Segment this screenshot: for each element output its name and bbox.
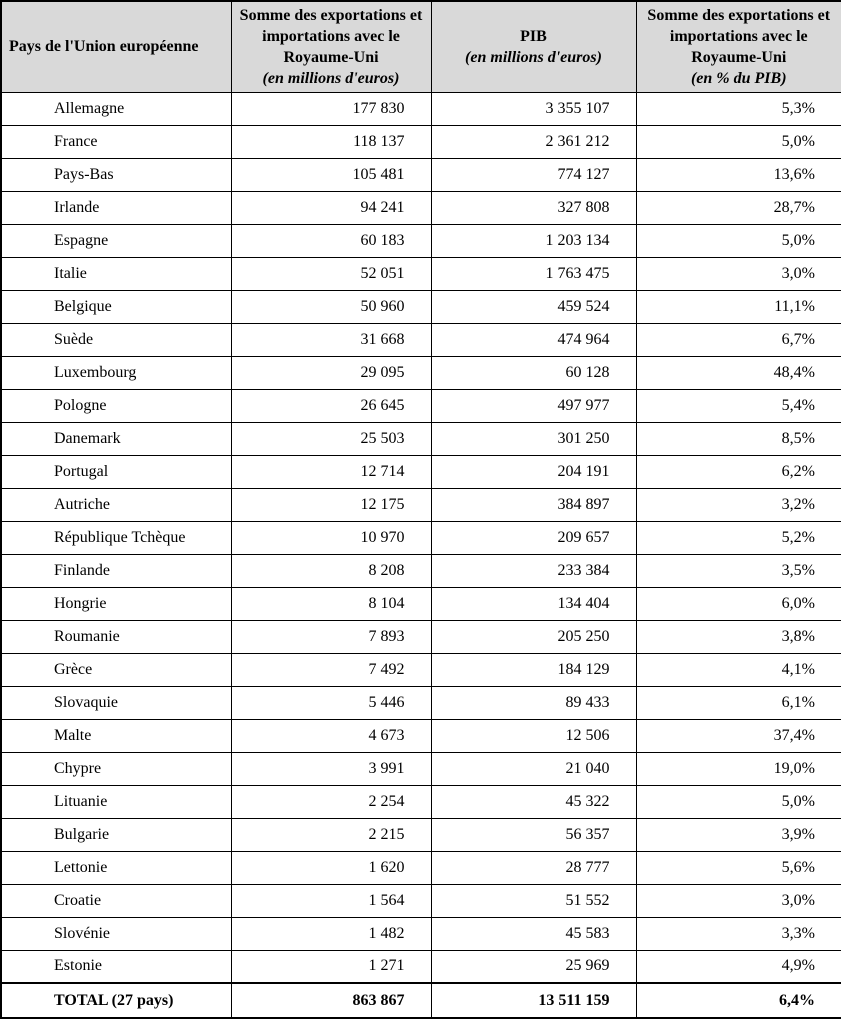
- header-pct-unit: (en % du PIB): [690, 69, 787, 87]
- table-row: [1, 455, 841, 488]
- trade-cell: 8 208: [231, 554, 431, 587]
- country-cell: Suède: [1, 323, 231, 356]
- pct-cell: 4,9%: [636, 950, 841, 983]
- header-trade-unit: (en millions d'euros): [262, 69, 400, 87]
- table-row: [1, 785, 841, 818]
- header-row: [1, 1, 841, 92]
- pct-cell: 5,6%: [636, 851, 841, 884]
- pct-cell: 48,4%: [636, 356, 841, 389]
- country-cell: Irlande: [1, 191, 231, 224]
- gdp-cell: 45 322: [431, 785, 636, 818]
- pct-cell: 8,5%: [636, 422, 841, 455]
- country-cell: Roumanie: [1, 620, 231, 653]
- table-header: [1, 1, 841, 92]
- gdp-cell: 205 250: [431, 620, 636, 653]
- gdp-cell: 209 657: [431, 521, 636, 554]
- country-cell: Slovaquie: [1, 686, 231, 719]
- gdp-cell: 51 552: [431, 884, 636, 917]
- table-row: [1, 653, 841, 686]
- trade-cell: 3 991: [231, 752, 431, 785]
- pct-cell: 11,1%: [636, 290, 841, 323]
- trade-cell: 105 481: [231, 158, 431, 191]
- trade-cell: 7 492: [231, 653, 431, 686]
- table-row: [1, 125, 841, 158]
- trade-cell: 10 970: [231, 521, 431, 554]
- pct-cell: 37,4%: [636, 719, 841, 752]
- pct-cell: 3,5%: [636, 554, 841, 587]
- country-cell: Finlande: [1, 554, 231, 587]
- header-country-title: Pays de l'Union européenne: [9, 38, 199, 56]
- trade-cell: 118 137: [231, 125, 431, 158]
- pct-cell: 5,0%: [636, 785, 841, 818]
- trade-cell: 29 095: [231, 356, 431, 389]
- gdp-cell: 134 404: [431, 587, 636, 620]
- total-gdp-cell: 13 511 159: [431, 983, 636, 1018]
- table-row: [1, 290, 841, 323]
- pct-cell: 3,8%: [636, 620, 841, 653]
- gdp-cell: 45 583: [431, 917, 636, 950]
- pct-cell: 3,0%: [636, 884, 841, 917]
- country-cell: Estonie: [1, 950, 231, 983]
- pct-cell: 13,6%: [636, 158, 841, 191]
- gdp-cell: 233 384: [431, 554, 636, 587]
- header-country: [1, 1, 231, 92]
- table-row: [1, 191, 841, 224]
- table-row: [1, 224, 841, 257]
- trade-cell: 177 830: [231, 92, 431, 125]
- trade-cell: 4 673: [231, 719, 431, 752]
- header-trade: [231, 1, 431, 92]
- pct-cell: 6,1%: [636, 686, 841, 719]
- pct-cell: 6,0%: [636, 587, 841, 620]
- gdp-cell: 3 355 107: [431, 92, 636, 125]
- trade-cell: 8 104: [231, 587, 431, 620]
- table-row: [1, 92, 841, 125]
- country-cell: Pologne: [1, 389, 231, 422]
- country-cell: Grèce: [1, 653, 231, 686]
- table-row: [1, 521, 841, 554]
- country-cell: Pays-Bas: [1, 158, 231, 191]
- trade-cell: 2 215: [231, 818, 431, 851]
- table-row: [1, 851, 841, 884]
- trade-cell: 52 051: [231, 257, 431, 290]
- pct-cell: 6,2%: [636, 455, 841, 488]
- country-cell: Malte: [1, 719, 231, 752]
- gdp-cell: 12 506: [431, 719, 636, 752]
- table-footer: [1, 983, 841, 1018]
- pct-cell: 5,0%: [636, 125, 841, 158]
- table-row: [1, 587, 841, 620]
- table-row: [1, 488, 841, 521]
- gdp-cell: 327 808: [431, 191, 636, 224]
- trade-cell: 7 893: [231, 620, 431, 653]
- pct-cell: 5,4%: [636, 389, 841, 422]
- country-cell: Croatie: [1, 884, 231, 917]
- country-cell: Allemagne: [1, 92, 231, 125]
- pct-cell: 28,7%: [636, 191, 841, 224]
- pct-cell: 5,0%: [636, 224, 841, 257]
- pct-cell: 3,9%: [636, 818, 841, 851]
- gdp-cell: 2 361 212: [431, 125, 636, 158]
- country-cell: Hongrie: [1, 587, 231, 620]
- total-row: [1, 983, 841, 1018]
- table-row: [1, 554, 841, 587]
- total-label: TOTAL (27 pays): [1, 983, 231, 1018]
- gdp-cell: 21 040: [431, 752, 636, 785]
- trade-cell: 25 503: [231, 422, 431, 455]
- trade-cell: 60 183: [231, 224, 431, 257]
- table-row: [1, 719, 841, 752]
- pct-cell: 3,0%: [636, 257, 841, 290]
- country-cell: Portugal: [1, 455, 231, 488]
- header-gdp-unit: (en millions d'euros): [465, 48, 602, 66]
- trade-cell: 31 668: [231, 323, 431, 356]
- trade-cell: 12 714: [231, 455, 431, 488]
- gdp-cell: 459 524: [431, 290, 636, 323]
- pct-cell: 6,7%: [636, 323, 841, 356]
- trade-cell: 12 175: [231, 488, 431, 521]
- gdp-cell: 301 250: [431, 422, 636, 455]
- table-body: [1, 92, 841, 983]
- trade-cell: 5 446: [231, 686, 431, 719]
- country-cell: Autriche: [1, 488, 231, 521]
- country-cell: Danemark: [1, 422, 231, 455]
- trade-cell: 26 645: [231, 389, 431, 422]
- trade-cell: 1 271: [231, 950, 431, 983]
- gdp-cell: 60 128: [431, 356, 636, 389]
- gdp-cell: 56 357: [431, 818, 636, 851]
- header-gdp-title: PIB: [520, 27, 547, 45]
- pct-cell: 4,1%: [636, 653, 841, 686]
- pct-cell: 3,2%: [636, 488, 841, 521]
- header-pct-title: Somme des exportations et importations avec le Royaume-Uni: [647, 6, 831, 66]
- table-row: [1, 620, 841, 653]
- header-pct: [636, 1, 841, 92]
- table-row: [1, 917, 841, 950]
- gdp-cell: 1 203 134: [431, 224, 636, 257]
- gdp-cell: 497 977: [431, 389, 636, 422]
- country-cell: Belgique: [1, 290, 231, 323]
- table-row: [1, 884, 841, 917]
- table-row: [1, 950, 841, 983]
- trade-cell: 94 241: [231, 191, 431, 224]
- gdp-cell: 89 433: [431, 686, 636, 719]
- gdp-cell: 25 969: [431, 950, 636, 983]
- trade-cell: 2 254: [231, 785, 431, 818]
- country-cell: Slovénie: [1, 917, 231, 950]
- country-cell: République Tchèque: [1, 521, 231, 554]
- trade-cell: 1 482: [231, 917, 431, 950]
- pct-cell: 5,3%: [636, 92, 841, 125]
- trade-cell: 1 620: [231, 851, 431, 884]
- country-cell: Bulgarie: [1, 818, 231, 851]
- trade-cell: 1 564: [231, 884, 431, 917]
- pct-cell: 19,0%: [636, 752, 841, 785]
- table-row: [1, 422, 841, 455]
- table-row: [1, 818, 841, 851]
- table-row: [1, 389, 841, 422]
- gdp-cell: 774 127: [431, 158, 636, 191]
- country-cell: Lettonie: [1, 851, 231, 884]
- gdp-cell: 474 964: [431, 323, 636, 356]
- gdp-cell: 184 129: [431, 653, 636, 686]
- table-row: [1, 356, 841, 389]
- table-row: [1, 323, 841, 356]
- table-row: [1, 158, 841, 191]
- country-cell: France: [1, 125, 231, 158]
- gdp-cell: 28 777: [431, 851, 636, 884]
- gdp-cell: 204 191: [431, 455, 636, 488]
- country-cell: Luxembourg: [1, 356, 231, 389]
- pct-cell: 5,2%: [636, 521, 841, 554]
- table-row: [1, 257, 841, 290]
- table-row: [1, 686, 841, 719]
- gdp-cell: 384 897: [431, 488, 636, 521]
- header-gdp: [431, 1, 636, 92]
- table-row: [1, 752, 841, 785]
- total-trade-cell: 863 867: [231, 983, 431, 1018]
- country-cell: Lituanie: [1, 785, 231, 818]
- country-cell: Espagne: [1, 224, 231, 257]
- country-cell: Chypre: [1, 752, 231, 785]
- trade-cell: 50 960: [231, 290, 431, 323]
- header-trade-title: Somme des exportations et importations avec le Royaume-Uni: [239, 6, 423, 66]
- pct-cell: 3,3%: [636, 917, 841, 950]
- gdp-cell: 1 763 475: [431, 257, 636, 290]
- country-cell: Italie: [1, 257, 231, 290]
- total-pct-cell: 6,4%: [636, 983, 841, 1018]
